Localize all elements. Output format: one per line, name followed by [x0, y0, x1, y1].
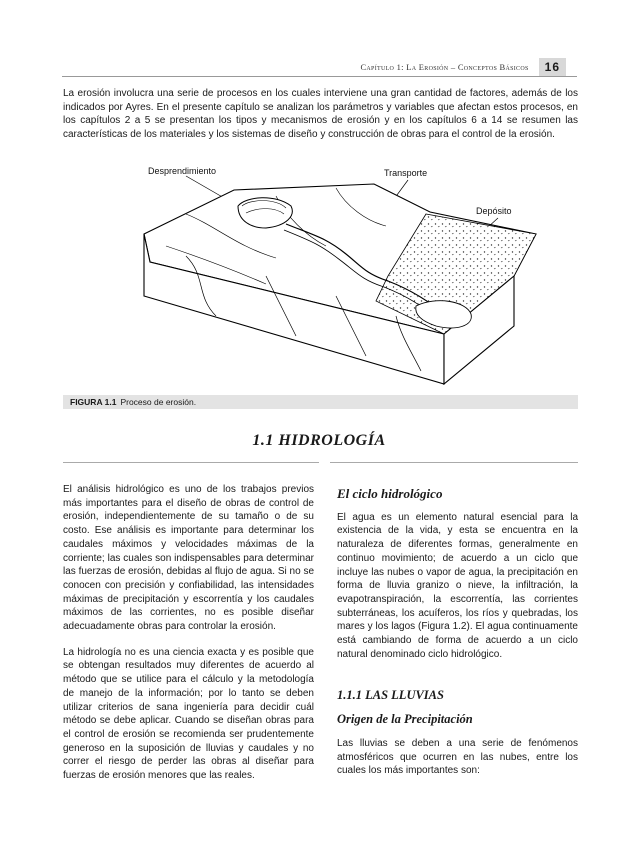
figure-caption	[63, 395, 578, 409]
left-paragraph-2: La hidrología no es una ciencia exacta y es posible que se obtengan resultados muy diferentes de acuerdo al método que se utilice para el cálculo y la metodología de manejo de la información; por lo tanto se deben utilizar criterios de sana ingeniería para decidir cuál método se debe aplicar. Cuando se diseñan obras para el control de erosión se recomienda ser prudentemente generoso en la suposición de lluvias y caudales y no correr el riesgo de perder las obras al diseñar para fuerzas de erosión menores que las reales.	[63, 646, 314, 782]
heading-ciclo-hidrologico: El ciclo hidrológico	[337, 486, 443, 501]
heading-origen-precipitacion: Origen de la Precipitación	[337, 712, 473, 727]
label-deposito: Depósito	[476, 206, 512, 216]
running-header	[360, 58, 566, 76]
header-rule	[62, 76, 577, 77]
right-paragraph-1: El agua es un elemento natural esencial para la existencia de la vida, y esta se encuentra en la naturaleza de diferentes formas, generalmente en continuo movimiento; de acuerdo a un ciclo que incluye las nubes o vapor de agua, la precipitación en forma de lluvia granizo o nieve, la infiltración, la evapotranspiración, la escorrentía, las corrientes subterráneas, los acuíferos, los ríos y quebradas, los mares y los lagos (Figura 1.2). El agua continuamente está cambiando de forma de acuerdo a un ciclo natural denominado ciclo hidrológico.	[337, 511, 578, 660]
figure-number: FIGURA 1.1	[70, 397, 117, 407]
section-title: 1.1 HIDROLOGÍA	[252, 432, 386, 449]
label-transporte: Transporte	[384, 168, 428, 178]
left-column	[63, 483, 314, 795]
erosion-block-diagram	[126, 166, 546, 386]
right-paragraph-2: Las lluvias se deben a una serie de fenómenos atmosféricos que ocurren en las nubes, entre los cuales los más importantes son:	[337, 737, 578, 777]
heading-las-lluvias: 1.1.1 LAS LLUVIAS	[337, 688, 444, 703]
section-rule-right	[330, 462, 578, 463]
erosion-figure	[126, 166, 546, 386]
figure-caption-text: Proceso de erosión.	[120, 397, 197, 407]
left-paragraph-1: El análisis hidrológico es uno de los trabajos previos más importantes para el diseño de obras de control de erosión, independientemente de su tamaño o de su costo. Ese análisis es importante para determinar los caudales máximos y velocidades máximas de la corriente; las cuales son indispensables para determinar las fuerzas de erosión, debidas al flujo de agua. Si no se conocen con precisión y confiabilidad, las intensidades máximas de precipitación y escorrentía y los caudales máximos de las corrientes, no es posible diseñar adecuadamente obras para controlar la erosión.	[63, 484, 314, 633]
label-desprendimiento: Desprendimiento	[148, 166, 217, 176]
chapter-header-text: Capítulo 1: La Erosión – Conceptos Básicos	[360, 62, 529, 72]
intro-paragraph: La erosión involucra una serie de procesos en los cuales interviene una gran cantidad de factores, además de los indicados por Ayres. En el presente capítulo se analizan los parámetros y variables que afectan estos procesos, en los capítulos 2 a 5 se presentan los tipos y mecanismos de erosión y en los capítulos 6 a 14 se resumen las características de los materiales y los sistemas de diseño y construcción de obras para el control de la erosión.	[63, 88, 578, 140]
section-rule-left	[63, 462, 319, 463]
right-column	[337, 483, 578, 790]
page-number: 16	[539, 58, 566, 76]
